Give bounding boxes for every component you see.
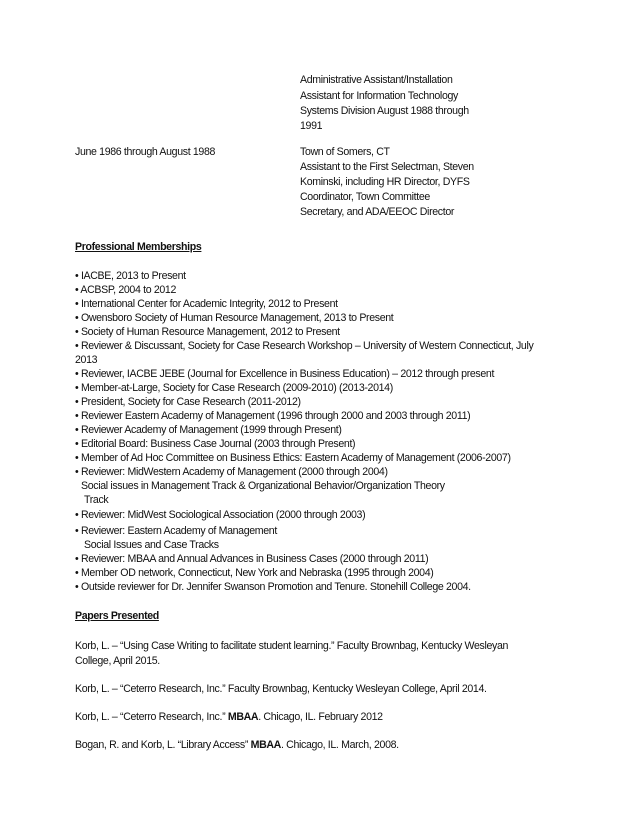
membership-item: • International Center for Academic Integrity, 2012 to Present [75, 298, 338, 310]
membership-item-continued: Track [84, 494, 109, 506]
paper-entry-4 [75, 739, 399, 753]
membership-item: • Society of Human Resource Management, 2012 to Present [75, 326, 340, 338]
membership-item: • Member-at-Large, Society for Case Research (2009-2010) (2013-2014) [75, 382, 393, 394]
paper-entry-4-venue: MBAA [250, 739, 281, 751]
membership-item-continued: Social issues in Management Track & Organizational Behavior/Organization Theory [81, 480, 445, 492]
membership-item: • Owensboro Society of Human Resource Management, 2013 to Present [75, 312, 394, 324]
membership-item: • Reviewer Academy of Management (1999 through Present) [75, 424, 342, 436]
paper-entry-3-details: . Chicago, IL. February 2012 [258, 711, 383, 723]
membership-item: • President, Society for Case Research (2011-2012) [75, 396, 301, 408]
paper-entry-3-venue: MBAA [227, 711, 259, 723]
job2-dates: June 1986 through August 1988 [75, 146, 216, 158]
membership-item: • Reviewer: MidWestern Academy of Management (2000 through 2004) [75, 466, 388, 478]
membership-item-continued: Social Issues and Case Tracks [84, 539, 219, 551]
membership-item: • Reviewer: MBAA and Annual Advances in Business Cases (2000 through 2011) [75, 553, 429, 565]
membership-item: • Reviewer, IACBE JEBE (Journal for Excellence in Business Education) – 2012 through present [75, 368, 495, 380]
membership-item: • Reviewer & Discussant, Society for Case Research Workshop – University of Western Connecticut, July [75, 340, 534, 352]
job2-title-line-2: Assistant to the First Selectman, Steven [300, 161, 474, 173]
membership-item: • Reviewer: Eastern Academy of Management [75, 525, 277, 537]
job1-title-line-3: Systems Division August 1988 through [300, 105, 469, 117]
membership-item-continued: 2013 [75, 354, 98, 366]
job2-title-line-3: Kominski, including HR Director, DYFS [300, 176, 470, 188]
membership-item: • Member OD network, Connecticut, New York and Nebraska (1995 through 2004) [75, 567, 434, 579]
job2-title-line-1: Town of Somers, CT [300, 146, 390, 158]
membership-item: • Editorial Board: Business Case Journal (2003 through Present) [75, 438, 356, 450]
memberships-heading: Professional Memberships [75, 241, 202, 253]
job1-title-line-1: Administrative Assistant/Installation [300, 74, 453, 86]
job2-title-line-5: Secretary, and ADA/EEOC Director [300, 206, 455, 218]
paper-entry-1-line-1: Korb, L. – “Using Case Writing to facilitate student learning.” Faculty Brownbag, Kentucky Wesleyan [75, 640, 509, 652]
paper-entry-4-text: Bogan, R. and Korb, L. “Library Access” [75, 739, 251, 751]
paper-entry-2: Korb, L. – “Ceterro Research, Inc.” Faculty Brownbag, Kentucky Wesleyan College, April 2014. [75, 683, 487, 695]
membership-item: • Reviewer Eastern Academy of Management (1996 through 2000 and 2003 through 2011) [75, 410, 471, 422]
papers-heading: Papers Presented [75, 610, 159, 622]
membership-item: • Member of Ad Hoc Committee on Business Ethics: Eastern Academy of Management (2006-2007) [75, 452, 511, 464]
membership-item: • ACBSP, 2004 to 2012 [75, 284, 177, 296]
paper-entry-3-text: Korb, L. – “Ceterro Research, Inc.” [75, 711, 228, 723]
membership-item: • IACBE, 2013 to Present [75, 270, 186, 282]
job2-title-line-4: Coordinator, Town Committee [300, 191, 430, 203]
membership-item: • Outside reviewer for Dr. Jennifer Swanson Promotion and Tenure. Stonehill College 2004. [75, 581, 471, 593]
job1-title-line-4: 1991 [300, 120, 323, 132]
paper-entry-1-line-2: College, April 2015. [75, 655, 160, 667]
membership-item: • Reviewer: MidWest Sociological Association (2000 through 2003) [75, 509, 366, 521]
paper-entry-3 [75, 711, 383, 725]
job1-title-line-2: Assistant for Information Technology [300, 90, 458, 102]
paper-entry-4-details: . Chicago, IL. March, 2008. [281, 739, 399, 751]
